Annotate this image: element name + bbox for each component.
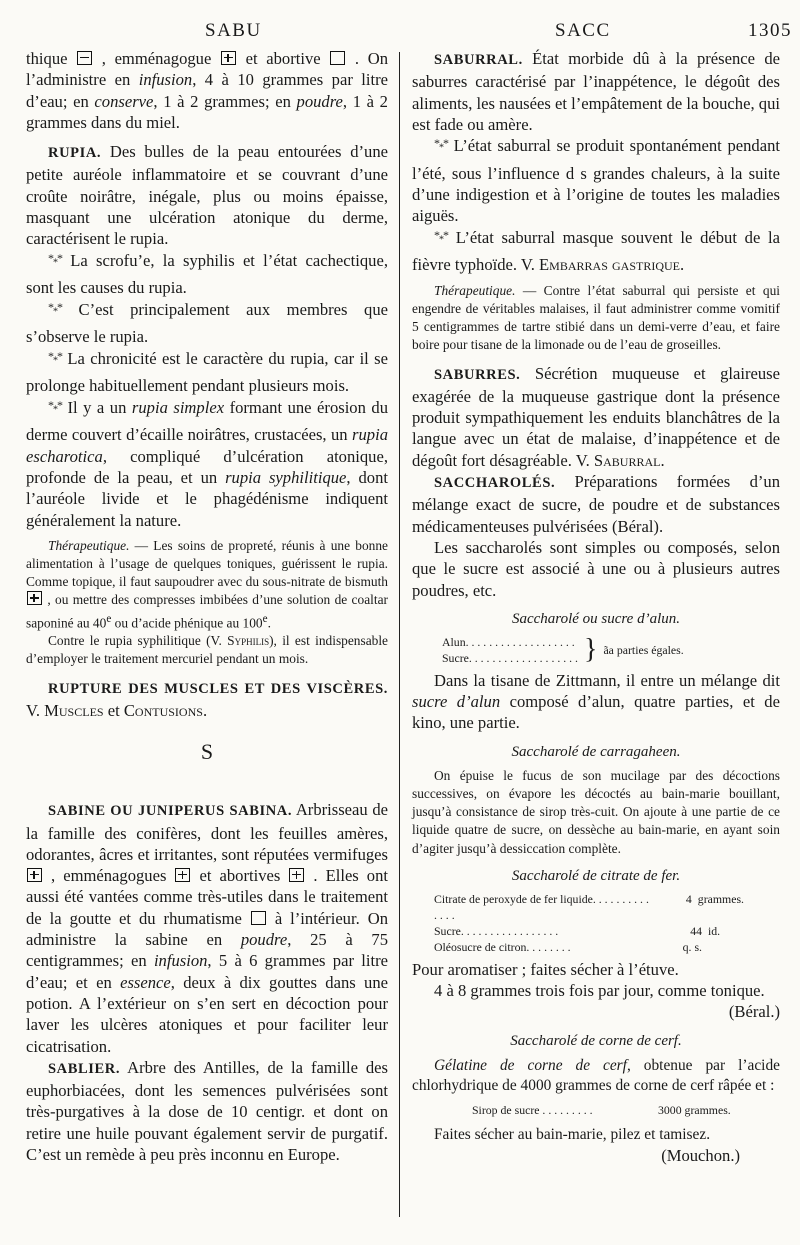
rupia-note-4: *** Il y a un rupia simplex formant une érosion du derme couvert d’écaille noirâtres, crustacées, un rupia escharotica, compliqué d’ulcération atonique, profonde de la peau, et un rupia syphilitique, dont l’auréole livide et le phagédénisme indiquent généralement la nature.	[26, 397, 388, 530]
corne-paragraph-2: Faites sécher au bain-marie, pilez et tamisez.	[434, 1125, 711, 1143]
recipe-title-alun: Saccharolé ou sucre d’alun.	[511, 610, 681, 627]
headword-sabine: SABINE OU JUNIPERUS SABINA.	[48, 803, 293, 820]
saburral-note-1: *** L’état saburral se produit spontanément pendant l’été, sous l’influence d s grandes chaleurs, à la suite d’une indigestion et à l’origine de toutes les maladies aiguës.	[412, 136, 780, 226]
asterism-icon: ***	[48, 299, 62, 318]
rupia-note-1: *** La scrofu’e, la syphilis et l’état cachectique, sont les causes du rupia.	[26, 250, 388, 298]
asterism-icon: ***	[434, 136, 448, 154]
recipe-title-corne: Saccharolé de corne de cerf.	[510, 1032, 682, 1049]
running-head-left: SABU	[205, 20, 262, 41]
vermifuge-plus-icon	[27, 868, 42, 882]
rupia-note-2: *** C’est principalement aux membres que s’observe le rupia.	[26, 299, 388, 347]
citrate-credit: (Béral.)	[728, 1002, 780, 1022]
asterism-icon: ***	[48, 397, 62, 416]
headword-saburral: SABURRAL.	[434, 52, 523, 68]
page-number: 1305	[748, 20, 792, 41]
corne-credit: (Mouchon.)	[661, 1145, 740, 1165]
headword-saccharoles: SACCHAROLÉS.	[434, 475, 556, 492]
recipe-row: Citrate de peroxyde de fer liquide. . . . . . . . . . . . . . 4 grammes.	[434, 891, 744, 922]
entry-saburral: SABURRAL. État morbide dû à la présence de saburres caractérisé par l’inappétence, le dégoût des aliments, les nausées et l’empâtement de la bouche, qui est fade ou amère.	[412, 49, 781, 134]
headword-rupture: RUPTURE DES MUSCLES ET DES VISCÈRES.	[48, 680, 388, 697]
carragaheen-paragraph: On épuise le fucus de son mucilage par des décoctions successives, on évapore les décoctés au bain-marie bouillant, jusqu’à consistance de sirop très-cuit. On ajoute à une partie de ce liquide quatre de sucre, on dessèche au bain-marie, en ayant soin d’agiter jusqu’à dessiccation complète.	[412, 767, 780, 856]
saburral-note-2: *** L’état saburral masque souvent le début de la fièvre typhoïde. V. Embarras gastrique.	[412, 227, 780, 275]
left-column	[26, 48, 388, 1245]
rupia-syphilis: Contre le rupia syphilitique (V. Syphilis), il est indispensable d’employer le traitement mercuriel pendant un mois.	[26, 633, 388, 667]
recipe-row: Oléosucre de citron. . . . . . . . q. s.	[434, 939, 702, 954]
right-column	[412, 48, 780, 1245]
recipe-title-carragaheen: Saccharolé de carragaheen.	[511, 743, 681, 760]
recipe-row: Sucre. . . . . . . . . . . . . . . . . . .	[442, 650, 578, 665]
recipe-citrate	[412, 891, 780, 955]
brace-icon: }	[583, 633, 598, 665]
plus-box-icon	[27, 591, 42, 605]
emmenagogue-plus-icon	[175, 868, 190, 882]
recipe-note: ãa parties égales.	[603, 642, 684, 657]
citrate-paragraph-1: Pour aromatiser ; faites sécher à l’étuve.	[412, 959, 679, 979]
recipe-alun	[412, 634, 780, 666]
recipe-row: Alun. . . . . . . . . . . . . . . . . . .	[442, 634, 575, 649]
recipe-title-citrate: Saccharolé de citrate de fer.	[511, 867, 681, 884]
rheumatism-square-icon	[251, 911, 266, 925]
asterism-icon: ***	[434, 227, 448, 246]
entry-saccharoles: SACCHAROLÉS. Préparations formées d’un mélange exact de sucre, de poudre et de substances médicamenteuses pulvérisées (Béral).	[412, 472, 780, 536]
asterism-icon: ***	[48, 250, 62, 269]
intro-paragraph: thique , emménagogue et abortive . On l’administre en infusion, 4 à 10 grammes par litre d’eau; en conserve, 1 à 2 grammes; en poudre, 1 à 2 grammes dans du miel.	[26, 49, 389, 132]
saburral-therapeutic: Thérapeutique. — Contre l’état saburral qui persiste et qui engendre de véritables malaises, il faut administrer comme vomitif 5 centigrammes de tartre stibié dans un demi-verre d’eau, et faire boire pour tisane de la limonade ou de l’eau de groseilles.	[412, 282, 780, 353]
recipe-corne	[412, 1102, 780, 1118]
corne-paragraph: Gélatine de corne de cerf, obtenue par l’acide chlorhydrique de 4000 grammes de corne de cerf râpée et :	[412, 1056, 780, 1094]
abortive-plus-icon	[289, 868, 304, 882]
recipe-qty: 3000 grammes.	[658, 1102, 731, 1117]
section-letter: S	[200, 739, 214, 765]
entry-rupture: RUPTURE DES MUSCLES ET DES VISCÈRES. V. Muscles et Contusions.	[26, 680, 388, 720]
recipe-row: Sucre. . . . . . . . . . . . . . . . . 44 id.	[434, 923, 721, 938]
emmenagogue-plus-icon	[221, 51, 236, 65]
saccharoles-paragraph-2: Les saccharolés sont simples ou composés, selon que le sucre est associé à une ou à plusieurs autres poudres, etc.	[412, 537, 780, 600]
running-head-middle: SACC	[555, 20, 611, 41]
tonic-minus-icon	[77, 51, 92, 65]
alun-paragraph: Dans la tisane de Zittmann, il entre un mélange dit sucre d’alun composé d’alun, quatre parties, et de kino, une partie.	[412, 670, 780, 733]
entry-sablier: SABLIER. Arbre des Antilles, de la famille des euphorbiacées, dont les semences pulvérisées sont très-purgatives à la dose de 10 centigr. et dont on retire une huile pouvant également servir de purgatif. C’est un remède à peu près inconnu en Europe.	[26, 1057, 388, 1165]
headword-sablier: SABLIER.	[48, 1060, 121, 1077]
asterism-icon: ***	[48, 348, 62, 367]
rupia-note-3: *** La chronicité est le caractère du rupia, car il se prolonge habituellement pendant plusieurs mois.	[26, 348, 388, 396]
recipe-row: Sirop de sucre . . . . . . . . .	[472, 1102, 593, 1117]
abortive-square-icon	[330, 51, 345, 65]
headword-rupia: RUPIA.	[48, 145, 102, 162]
rupia-therapeutic: Thérapeutique. — Les soins de propreté, réunis à une bonne alimentation à l’usage de quelques toniques, guérissent le rupia. Comme topique, il faut saupoudrer avec du sous-nitrate de bismuth , ou mettre des compresses imbibées d’une solution de coaltar saponiné au 40e ou d’acide phénique au 100e.	[26, 537, 388, 631]
headword-saburres: SABURRES.	[434, 366, 521, 383]
entry-rupia: RUPIA. Des bulles de la peau entourées d’une petite auréole inflammatoire et se couvrant d’une croûte noirâtre, inégale, plus ou moins épaisse, masquant une ulcération atonique du derme, caractérisent le rupia.	[26, 142, 388, 249]
entry-saburres: SABURRES. Sécrétion muqueuse et glaireuse exagérée de la muqueuse gastrique dont la présence produit sympathiquement les enduits blanchâtres de la langue avec un état de malaise, d’inappétence et de dégoût fort désagréable. V. Saburral.	[412, 363, 780, 470]
entry-sabine: SABINE OU JUNIPERUS SABINA. Arbrisseau de la famille des conifères, dont les feuilles amères, odorantes, âcres et irritantes, sont réputées vermifuges , emménagogues et abortives . Elles ont aussi été vantées comme très-utiles dans le traitement de la goutte et du rhumatisme à l’intérieur. On administre la sabine en poudre, 25 à 75 centigrammes; en infusion, 5 à 6 grammes par litre d’eau; et en essence, deux à dix gouttes dans une potion. A l’extérieur on s’en sert en décoction pour laver les ulcères atoniques et pour faciliter leur cicatrisation.	[26, 800, 389, 1056]
citrate-paragraph-2: 4 à 8 grammes trois fois par jour, comme tonique.	[434, 981, 765, 1001]
column-divider	[399, 52, 400, 1217]
